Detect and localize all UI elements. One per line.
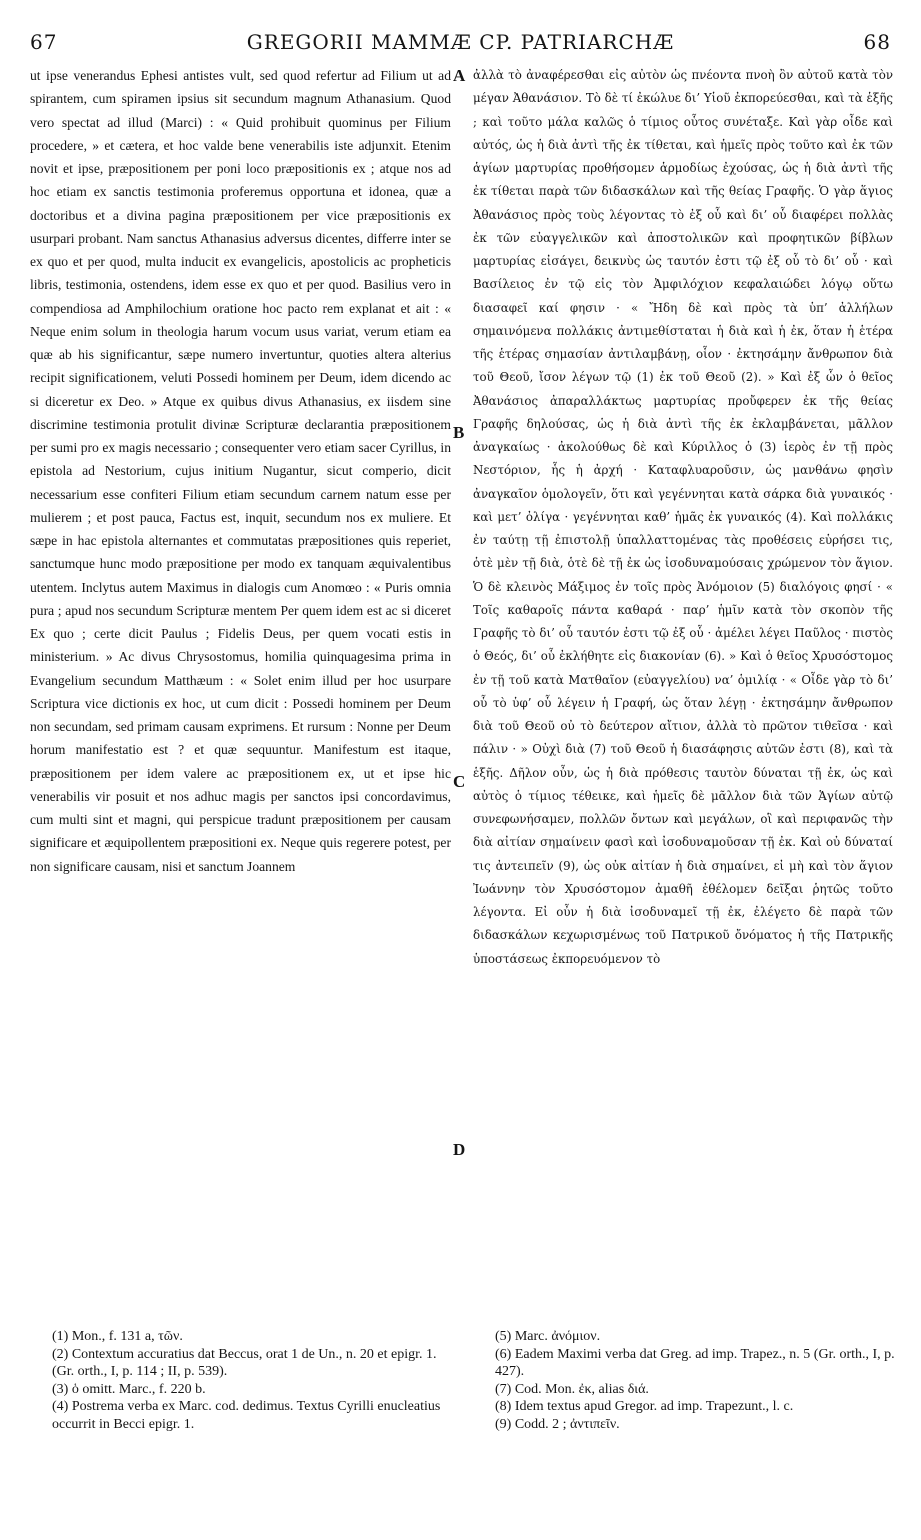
- section-marker-a: A: [453, 66, 466, 85]
- footnote: (4) Postrema verba ex Marc. cod. dedimus. Textus Cyrilli enucleatius occurrit in Becci epigr. 1.: [52, 1399, 441, 1432]
- section-marker-c: C: [453, 772, 466, 791]
- footnote: (7) Cod. Mon. ἐκ, alias διά.: [495, 1381, 649, 1397]
- footnote: (8) Idem textus apud Gregor. ad imp. Trapezunt., l. c.: [495, 1399, 794, 1414]
- footnotes-left: [52, 1328, 452, 1433]
- section-marker-b: B: [453, 423, 465, 442]
- footnote: (6) Eadem Maximi verba dat Greg. ad imp. Trapez., n. 5 (Gr. orth., I, p. 427).: [495, 1346, 895, 1379]
- left-page-number: 67: [30, 30, 58, 54]
- footnotes-right: [495, 1328, 895, 1433]
- footnote: (9) Codd. 2 ; ἀντιπεῖν.: [495, 1416, 620, 1432]
- running-title: GREGORII MAMMÆ CP. PATRIARCHÆ: [246, 30, 675, 54]
- running-header: [30, 30, 891, 58]
- section-marker-d: D: [453, 1140, 466, 1159]
- footnote: (5) Marc. ἀνόμιον.: [495, 1329, 601, 1344]
- latin-text: ut ipse venerandus Ephesi antistes vult, sed quod refertur ad Filium ut ad spirantem, cum spiramen ipsius sit secundum magnum Athanasium. Quod vero spectat ad illud (Marci) : « Quid prohibuit quominus per Filium procedere, » et cætera, et hoc valde bene venerabilis iste adjunxit. Etenim novit et ipse, præpositionem per poni loco præpositionis ex ; atque nos ad hoc etiam ex sanctis testimonia proferemus opportuna et idonea, quæ a doctoribus et a divina pagina præpositionem per vice præpositionis ex usurpari probant. Nam sanctus Athanasius adversus dicentes, differre inter se ex quo et per quod, multa inducit ex evangelicis, apostolicis ac propheticis libris, testimonia, ostendens, idem esse ex quo et per quod. Basilius vero in compendiosa ad Amphilochium oratione hoc pacto rem explanat et ait : « Neque enim solum in theologia harum vocum usus variat, verum etiam ea quæ ab his significantur, sæpe numero invertuntur, quoties altera alterius recipit significationem, veluti Possedi hominem per Deum, idem dicendo ac si diceretur ex Deo. » Atque ex quibus divus Athanasius, ex iisdem sine discrimine testimonia protulit divinæ Scripturæ declarantia præpositionem per sumi pro ex magis necessario ; consequenter vero etiam sacer Cyrillus, in epistola ad Nestorium, cujus initium Nugantur, sicut comperio, dicit necessarium esse confiteri Filium etiam secundum carnem natum esse per mulierem ; et post pauca, Factus est, inquit, secundum nos ex muliere. Et sæpe in hac epistola alternantes et commutatas præpositiones quis reperiet, sanctumque hunc modo præpositione per modo ex tanquam æquivalentibus utentem. Inclytus autem Maximus in dialogis cum Anomœo : « Puris omnia pura ; apud nos secundum Scripturæ mentem Per quem idem est ac si diceret Ex quo ; certe dicit Paulus ; Fidelis Deus, per quem vocati estis in ministerium. » Ac divus Chrysostomus, homilia quinquagesima prima in Evangelium secundum Matthæum : « Solet enim illud per hoc usurpare Scriptura vice dictionis ex hoc, ut cum dicit : Possedi hominem per Deum non secundam, sed primam causam exprimens. Et rursum : Nonne per Deum horum manifestatio est ? et quæ sequuntur. Manifestum est itaque, præpositionem per idem valere ac præpositionem ex, ut et ipse hic venerabilis vir posuit et nos adhuc magis per sanctos ipsi concordavimus, cum multi sint et magni, qui perspicue tradunt præpositionem per causam significare et æquipollentem præpositioni ex. Neque quis regerere potest, per non significare causam, nisi et sanctum Joannem: [30, 68, 451, 874]
- latin-column: [30, 64, 451, 1294]
- greek-text: ἀλλὰ τὸ ἀναφέρεσθαι εἰς αὐτὸν ὡς πνέοντα πνοὴ ὂν αὐτοῦ κατὰ τὸν μέγαν Ἀθανάσιον. Τὸ δὲ τί ἐκώλυε δι’ Υἱοῦ ἐκπορεύεσθαι, καὶ τὰ ἑξῆς ; καὶ τοῦτο μάλα καλῶς ὁ τίμιος οὗτος συνέταξε. Καὶ γὰρ οἶδε καὶ αὐτός, ὡς ἡ διὰ ἀντὶ τῆς ἐκ τίθεται, καὶ ἡμεῖς πρὸς τοῦτο καὶ ἐκ τῶν ἁγίων μαρτυρίας προθήσομεν ἁρμοδίως ἐχούσας, ὡς ἡ διὰ ἀντὶ τῆς ἐκ τίθεται παρὰ τῶν διδασκάλων καὶ τῆς θείας Γραφῆς. Ὁ γὰρ ἅγιος Ἀθανάσιος πρὸς τοὺς λέγοντας τὸ ἐξ οὗ καὶ δι’ οὗ διαφέρει πολλὰς ἐκ τῶν εὐαγγελικῶν καὶ ἀποστολικῶν καὶ προφητικῶν βίβλων μαρτυρίας εἰσάγει, δεικνὺς ὡς ταυτόν ἐστι τῷ ἐξ οὗ τὸ δι’ οὗ · καὶ Βασίλειος ἐν τῷ εἰς τὸν Ἀμφιλόχιον κεφαλαιώδει λόγῳ οὕτω διασαφεῖ καί φησιν · « Ἤδη δὲ καὶ πρὸς τὰ ὑπ’ ἀλλήλων σημαινόμενα πολλάκις ἀντιμεθίσταται ἡ διὰ καὶ ἡ ἐκ, ὅταν ἡ ἑτέρα τῆς ἑτέρας σημασίαν ἀντιλαμβάνῃ, οἷον · ἐκτησάμην ἄνθρωπον διὰ τοῦ Θεοῦ, ἴσον λέγων τῷ (1) ἐκ τοῦ Θεοῦ (2). » Καὶ ἐξ ὧν ὁ θεῖος Ἀθανάσιος ἀπαραλλάκτως μαρτυρίας προὔφερεν ἐκ τῆς θείας Γραφῆς δηλούσας, ὡς ἡ διὰ ἀντὶ τῆς ἐκ ἐκλαμβάνεται, μᾶλλον ἀναγκαίως · ἀκολούθως δὲ καὶ Κύριλλος ὁ (3) ἱερὸς ἐν τῇ πρὸς Νεστόριον, ἧς ἡ ἀρχή · Καταφλυαροῦσιν, ὡς μανθάνω φησὶν ἀναγκαῖον ὁμολογεῖν, ὅτι καὶ γεγέννηται κατὰ σάρκα διὰ γυναικός · καὶ μετ’ ὀλίγα · γεγέννηται καθ’ ἡμᾶς ἐκ γυναικός (4). Καὶ πολλάκις ἐν ταύτῃ τῇ ἐπιστολῇ ὑπαλλαττομένας τὰς προθέσεις εὑρήσει τις, ὁτὲ μὲν τῇ διὰ, ὁτὲ δὲ τῇ ἐκ ὡς ἰσοδυναμούσαις χρώμενον τὸν ἅγιον. Ὁ δὲ κλεινὸς Μάξιμος ἐν τοῖς πρὸς Ἀνόμοιον (5) διαλόγοις φησί · « Τοῖς καθαροῖς πάντα καθαρά · παρ’ ἡμῖν κατὰ τὸν σκοπὸν τῆς Γραφῆς τὸ δι’ οὗ ταυτόν ἐστι τῷ ἐξ οὗ · ἀμέλει λέγει Παῦλος · πιστὸς ὁ Θεός, δι’ οὗ ἐκλήθητε εἰς διακονίαν (6). » Καὶ ὁ θεῖος Χρυσόστομος ἐν τῇ τοῦ κατὰ Ματθαῖον (εὐαγγελίου) να’ ὁμιλίᾳ · « Οἶδε γὰρ τὸ δι’ οὗ τὸ ὑφ’ οὗ λέγειν ἡ Γραφή, ὡς ὅταν λέγῃ · ἐκτησάμην ἄνθρωπον διὰ τοῦ Θεοῦ οὐ τὸ δεύτερον αἴτιον, ἀλλὰ τὸ πρῶτον τιθεῖσα · καὶ πάλιν · » Οὐχὶ διὰ (7) τοῦ Θεοῦ ἡ διασάφησις αὐτῶν ἐστι (8), καὶ τὰ ἑξῆς. Δῆλον οὖν, ὡς ἡ διὰ πρόθεσις ταυτὸν δύναται τῇ ἐκ, ὡς καὶ αὐτὸς ὁ τίμιος τέθεικε, καὶ ἡμεῖς δὲ μᾶλλον διὰ τῶν Ἁγίων αὐτῷ συνεφωνήσαμεν, πολλῶν ὄντων καὶ μεγάλων, οἳ καὶ περιφανῶς τὴν διὰ αἰτίαν σημαίνειν φασὶ καὶ ἰσοδυναμοῦσαν τῇ ἐκ. Καὶ οὐ δύναταί τις ἀντειπεῖν (9), ὡς οὐκ αἰτίαν ἡ διὰ σημαίνει, εἰ μὴ καὶ τὸν ἅγιον Ἰωάννην τὸν Χρυσόστομον ἀμαθῆ ἐθέλομεν δεῖξαι ῥητῶς τοῦτο λέγοντα. Εἰ οὖν ἡ διὰ ἰσοδυναμεῖ τῇ ἐκ, ἐλέγετο δὲ παρὰ τῶν διδασκάλων κεχωρισμένως τοῦ Πατρικοῦ ὄνόματος ἡ τῆς Πατρικῆς ὑποστάσεως ἐκπορευόμενον τὸ: [473, 68, 893, 966]
- right-page-number: 68: [863, 30, 891, 54]
- footnote: (2) Contextum accuratius dat Beccus, orat 1 de Un., n. 20 et epigr. 1. (Gr. orth., I, p. 114 ; II, p. 539).: [52, 1346, 437, 1379]
- greek-column: [473, 64, 893, 1294]
- footnote: (3) ὁ omitt. Marc., f. 220 b.: [52, 1381, 206, 1397]
- footnote: (1) Mon., f. 131 a, τῶν.: [52, 1329, 183, 1344]
